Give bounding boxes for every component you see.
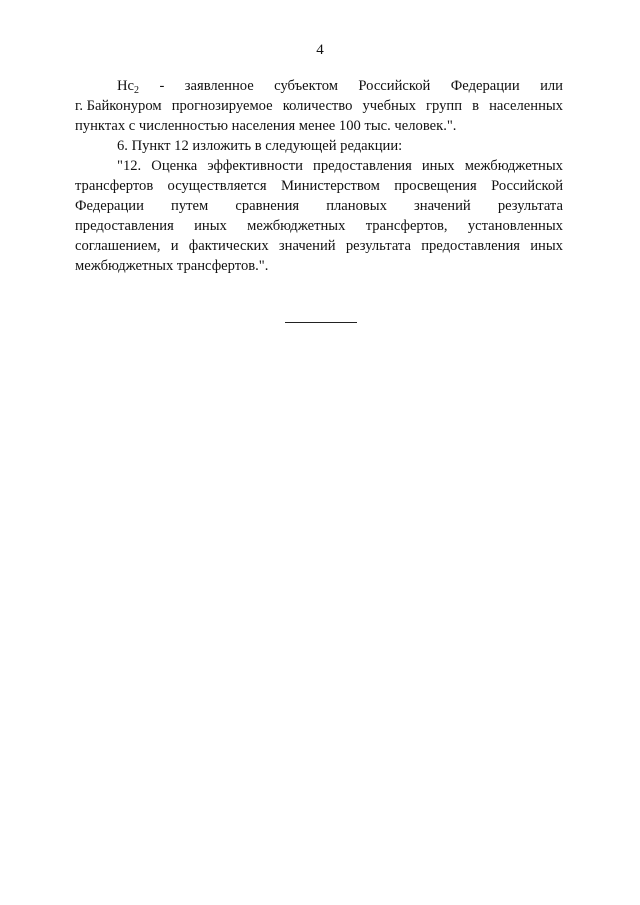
item-12-word: межбюджетных: [464, 158, 563, 174]
item-6-heading: 6. Пункт 12 изложить в следующей редакции:: [117, 138, 403, 154]
definition-word: -: [159, 78, 165, 94]
definition-word: количество: [282, 98, 353, 114]
item-12-word: Российской: [491, 178, 563, 194]
definition-word: г. Байконуром: [75, 98, 162, 114]
item-12-word: трансфертов,: [365, 218, 448, 234]
definition-word: Российской: [358, 78, 431, 94]
item-12-word: просвещения: [394, 178, 477, 194]
definition-word: учебных: [362, 98, 416, 114]
item-12-word: иных: [421, 158, 455, 174]
item-12-word: предоставления: [313, 158, 412, 174]
definition-symbol: [117, 76, 139, 96]
item-12-word: значений: [278, 238, 336, 254]
definition-word: в: [472, 98, 479, 114]
item-12-word: "12.: [117, 158, 142, 174]
item-12-word: Федерации: [75, 198, 144, 214]
definition-symbol-main: Hc: [117, 78, 135, 94]
item-12-line-2: [75, 176, 563, 196]
item-12-word: осуществляется: [167, 178, 267, 194]
definition-line-2: [75, 96, 563, 116]
item-12-word: сравнения: [235, 198, 300, 214]
item-12-line-6: межбюджетных трансфертов.".: [75, 258, 269, 274]
item-12-line-1: [75, 156, 563, 176]
definition-word: или: [540, 78, 563, 94]
definition-line-1: [75, 76, 563, 96]
item-12-word: плановых: [326, 198, 387, 214]
item-12-word: и: [170, 238, 179, 254]
definition-symbol-subscript: 2: [134, 85, 140, 96]
item-12-word: соглашением,: [75, 238, 161, 254]
item-12-word: иных: [194, 218, 227, 234]
page-number: 4: [316, 42, 324, 58]
definition-word: групп: [426, 98, 463, 114]
item-12-word: иных: [530, 238, 563, 254]
item-12-word: предоставления: [421, 238, 520, 254]
item-12-line-5: [75, 236, 563, 256]
item-12-word: установленных: [467, 218, 563, 234]
item-12-word: эффективности: [207, 158, 303, 174]
item-12-word: Министерством: [280, 178, 380, 194]
item-12-word: фактических: [188, 238, 269, 254]
definition-word: прогнозируемое: [171, 98, 273, 114]
item-12-word: предоставления: [75, 218, 174, 234]
document-body: [75, 76, 563, 276]
item-12-word: результата: [497, 198, 563, 214]
definition-word: Федерации: [450, 78, 520, 94]
item-12-word: межбюджетных: [247, 218, 346, 234]
definition-word: населенных: [489, 98, 563, 114]
item-12-word: путем: [171, 198, 209, 214]
item-12-word: значений: [414, 198, 471, 214]
definition-word: субъектом: [274, 78, 338, 94]
item-12-line-4: [75, 216, 563, 236]
item-12-word: трансфертов: [75, 178, 154, 194]
definition-word: заявленное: [184, 78, 254, 94]
definition-line-3: пунктах с численностью населения менее 100 тыс. человек.".: [75, 118, 457, 134]
item-12-line-3: [75, 196, 563, 216]
item-12-word: результата: [345, 238, 411, 254]
end-of-text-rule: [285, 322, 357, 323]
item-12-word: Оценка: [151, 158, 198, 174]
